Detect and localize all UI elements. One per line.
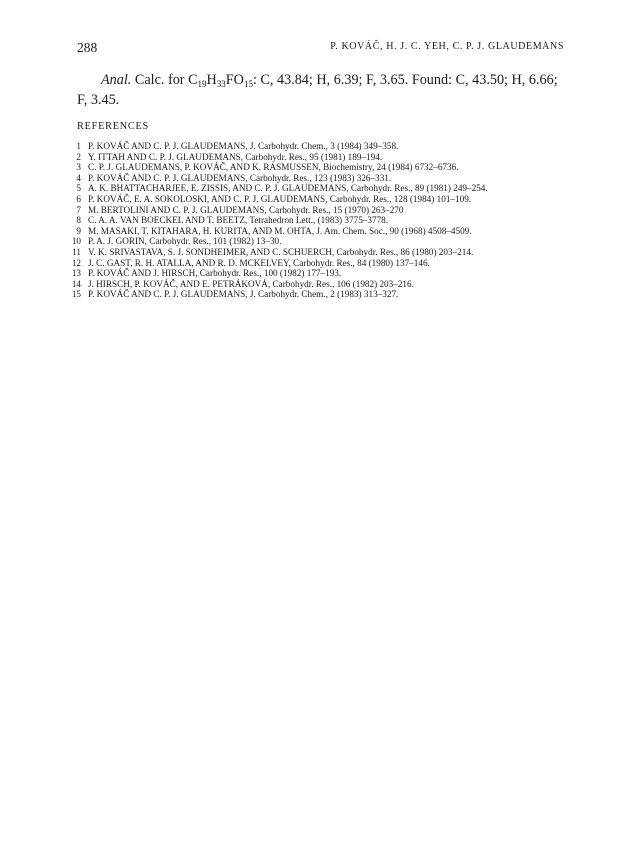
reference-number: 14: [71, 278, 81, 289]
reference-number: 7: [76, 204, 81, 215]
reference-number: 11: [72, 246, 81, 257]
reference-number: 12: [71, 257, 81, 268]
analysis-h: H: [206, 72, 217, 88]
reference-text: V. K. SRIVASTAVA, S. J. SONDHEIMER, AND C. SCHUERCH, Carbohydr. Res., 86 (1980) 203–214.: [88, 246, 474, 257]
reference-text: M. MASAKI, T. KITAHARA, H. KURITA, AND M. OHTA, J. Am. Chem. Soc., 90 (1968) 4508–4509.: [88, 225, 472, 236]
reference-item: [69, 247, 569, 258]
reference-text: P. KOVÁČ AND J. HIRSCH, Carbohydr. Res., 100 (1982) 177–193.: [88, 268, 342, 279]
reference-item: [69, 236, 569, 247]
reference-text: M. BERTOLINI AND C. P. J. GLAUDEMANS, Carbohydr. Res., 15 (1970) 263–270: [88, 204, 404, 215]
reference-text: P. KOVÁČ AND C. P. J. GLAUDEMANS, Carbohydr. Res., 123 (1983) 326–331.: [88, 172, 392, 183]
reference-text: C. P. J. GLAUDEMANS, P. KOVÁČ, AND K. RASMUSSEN, Biochemistry, 24 (1984) 6732–6736.: [88, 162, 459, 173]
reference-text: P. A. J. GORIN, Carbohydr. Res., 101 (1982) 13–30.: [88, 236, 282, 247]
reference-item: [69, 205, 569, 216]
reference-item: [69, 183, 569, 194]
reference-text: Y. ITTAH AND C. P. J. GLAUDEMANS, Carbohydr. Res., 95 (1981) 189–194.: [88, 151, 383, 162]
analysis-label: Anal.: [101, 72, 132, 88]
reference-number: 5: [76, 183, 81, 194]
reference-text: P. KOVÁČ, E. A. SOKOLOSKI, AND C. P. J. GLAUDEMANS, Carbohydr. Res., 128 (1984) 101–109.: [88, 193, 472, 204]
reference-item: [69, 258, 569, 269]
elemental-analysis: [77, 70, 569, 110]
reference-item: [69, 226, 569, 237]
reference-number: 8: [76, 215, 81, 226]
reference-number: 2: [76, 151, 81, 162]
analysis-calc-prefix: Calc. for C: [131, 72, 198, 88]
running-head: P. KOVÁČ, H. J. C. YEH, C. P. J. GLAUDEMANS: [330, 41, 564, 52]
reference-item: [69, 173, 569, 184]
reference-item: [69, 215, 569, 226]
analysis-values: : C, 43.84; H, 6.39; F, 3.65. Found: C, 43.50; H, 6.66; F, 3.45.: [77, 72, 558, 108]
page-number: 288: [77, 40, 98, 55]
reference-number: 10: [71, 236, 81, 247]
reference-number: 1: [76, 141, 81, 151]
reference-item: [69, 289, 569, 300]
analysis-fo: FO: [225, 72, 244, 88]
reference-number: 15: [71, 289, 81, 300]
reference-item: [69, 279, 569, 290]
reference-number: 3: [76, 162, 81, 173]
reference-number: 13: [71, 268, 81, 279]
reference-item: [69, 141, 569, 152]
reference-text: J. C. GAST, R. H. ATALLA, AND R. D. MCKELVEY, Carbohydr. Res., 84 (1980) 137–146.: [88, 257, 430, 268]
reference-number: 9: [76, 225, 81, 236]
reference-number: 6: [76, 193, 81, 204]
analysis-sub-c: 19: [197, 79, 207, 89]
reference-text: P. KOVÁČ AND C. P. J. GLAUDEMANS, J. Carbohydr. Chem., 3 (1984) 349–358.: [88, 141, 399, 151]
reference-list: [69, 141, 569, 300]
analysis-sub-o: 15: [243, 79, 253, 89]
references-heading: REFERENCES: [77, 121, 149, 132]
reference-item: [69, 268, 569, 279]
reference-number: 4: [76, 172, 81, 183]
reference-text: J. HIRSCH, P. KOVÁČ, AND E. PETRÁKOVÁ, Carbohydr. Res., 106 (1982) 203–216.: [88, 278, 414, 289]
reference-item: [69, 194, 569, 205]
reference-text: P. KOVÁČ AND C. P. J. GLAUDEMANS, J. Carbohydr. Chem., 2 (1983) 313–327.: [88, 289, 399, 300]
reference-text: A. K. BHATTACHARJEE, E. ZISSIS, AND C. P. J. GLAUDEMANS, Carbohydr. Res., 89 (1981) 249–254.: [88, 183, 488, 194]
analysis-sub-h: 33: [216, 79, 226, 89]
reference-item: [69, 152, 569, 163]
reference-item: [69, 162, 569, 173]
reference-text: C. A. A. VAN BOECKEL AND T. BEETZ, Tetrahedron Lett., (1983) 3775–3778.: [88, 215, 389, 226]
